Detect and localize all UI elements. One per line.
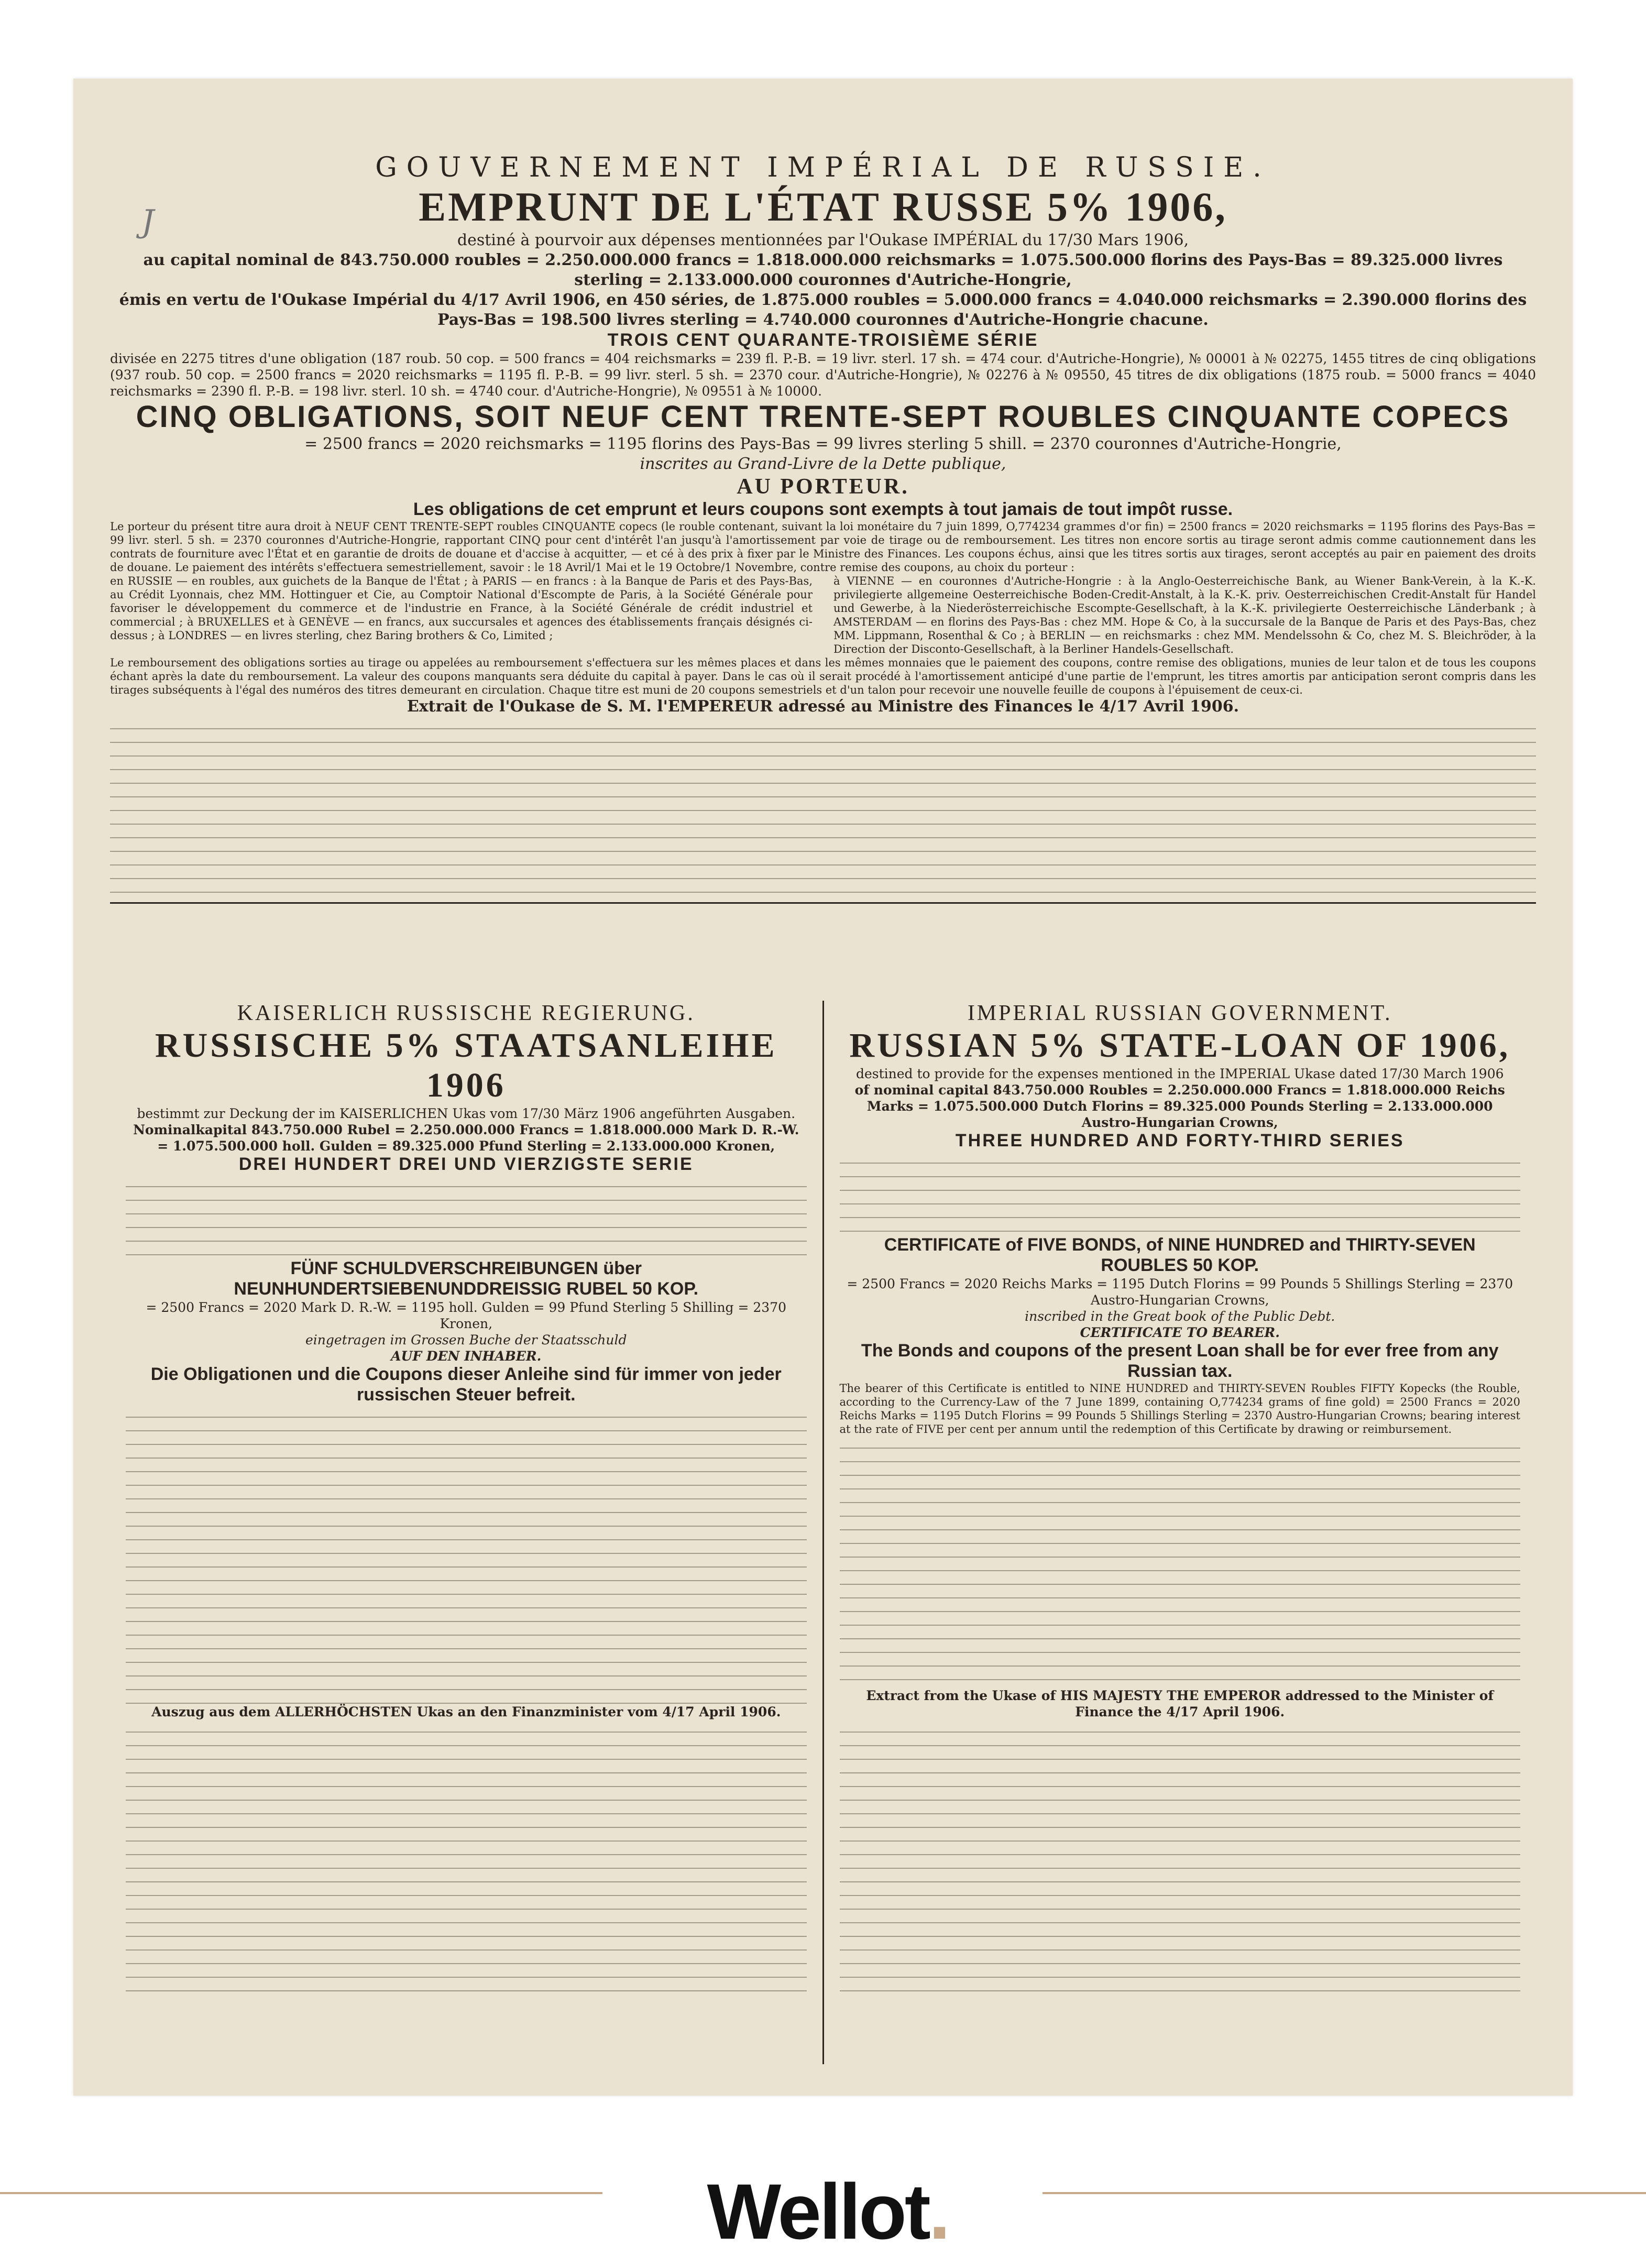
loan-title: EMPRUNT DE L'ÉTAT RUSSE 5% 1906, xyxy=(419,184,1227,229)
german-denomination: FÜNF SCHULDVERSCHREIBUNGEN über NEUNHUNDERTSIEBENUNDDREISSIG RUBEL 50 KOP. xyxy=(234,1258,699,1299)
extract-title: Extrait de l'Oukase de S. M. l'EMPEREUR adressé au Ministre des Finances le 4/17 Avril 1906. xyxy=(407,697,1239,716)
tax-exempt: Les obligations de cet emprunt et leurs coupons sont exempts à tout jamais de tout impôt russe. xyxy=(413,499,1233,519)
denomination-title: CINQ OBLIGATIONS, SOIT NEUF CENT TRENTE-SEPT ROUBLES CINQUANTE COPECS xyxy=(136,400,1510,434)
denomination-sub: = 2500 francs = 2020 reichsmarks = 1195 florins des Pays-Bas = 99 livres sterling 5 shill. = 2370 couronnes d'Autriche-Hongrie, xyxy=(304,435,1342,453)
footer-rule-left xyxy=(0,2192,602,2194)
german-extract-title: Auszug aus dem ALLERHÖCHSTEN Ukas an den Finanzminister vom 4/17 April 1906. xyxy=(151,1704,781,1719)
issue-line: émis en vertu de l'Oukase Impérial du 4/17 Avril 1906, en 450 séries, de 1.875.000 roubles = 5.000.000 francs = 4.040.000 reichsmarks = 2.390.000 florins des Pays-Bas = 198.500 livres sterling = 4.740.000 couronnes d'Autriche-Hongrie chacune. xyxy=(119,291,1527,329)
divider xyxy=(110,902,1536,904)
english-certificate-sub: = 2500 Francs = 2020 Reichs Marks = 1195 Dutch Florins = 99 Pounds 5 Shillings Sterling = 2370 Austro-Hungarian Crowns, xyxy=(847,1276,1513,1308)
english-body: The bearer of this Certificate is entitled to NINE HUNDRED and THIRTY-SEVEN Roubles FIFTY Kopecks (the Rouble, according to the Currency-Law of the 7 June 1899, containing O,774234 grams of fine gold) = 2500 Francs = 2020 Reichs Marks = 1195 Dutch Florins = 99 Pounds 5 Shillings Sterling = 2370 Austro-Hungarian Crowns; bearing interest at the rate of FIVE per cent per annum until the redemption of this Certificate by drawing or reimbursement. xyxy=(839,1382,1520,1436)
english-nominal: of nominal capital 843.750.000 Roubles = 2.250.000.000 Francs = 1.818.000.000 Reichs Marks = 1.075.500.000 Dutch Florins = 89.325.000 Pounds Sterling = 2.133.000.000 Austro-Hungarian Crowns, xyxy=(854,1082,1505,1130)
english-body-text xyxy=(840,1441,1521,1688)
german-gov: KAISERLICH RUSSISCHE REGIERUNG. xyxy=(237,1001,695,1025)
german-tax-free: Die Obligationen und die Coupons dieser Anleihe sind für immer von jeder russischen Steuer befreit. xyxy=(150,1364,782,1405)
division-text: divisée en 2275 titres d'une obligation (187 roub. 50 cop. = 500 francs = 404 reichsmarks = 239 fl. P.-B. = 19 livr. sterl. 17 sh. = 474 cour. d'Autriche-Hongrie), № 00001 à № 02275, 1455 titres de cinq obligations (937 roub. 50 cop. = 2500 francs = 2020 reichsmarks = 1195 fl. P.-B. = 99 livr. sterl. 5 sh. = 2370 cour. d'Autriche-Hongrie), № 02276 à № 09550, 45 titres de dix obligations (1875 roub. = 5000 francs = 4040 reichsmarks = 2390 fl. P.-B. = 198 livr. sterl. 10 sh. = 4740 cour. d'Autriche-Hongrie), № 09551 à № 10000. xyxy=(110,351,1536,399)
inscription: inscrites au Grand-Livre de la Dette publique, xyxy=(640,455,1006,473)
german-series: DREI HUNDERT DREI UND VIERZIGSTE SERIE xyxy=(238,1154,694,1174)
english-tax-free: The Bonds and coupons of the present Loan shall be for ever free from any Russian tax. xyxy=(861,1341,1499,1381)
footer-rule-right xyxy=(1043,2192,1646,2194)
english-inscription: inscribed in the Great book of the Public Debt. xyxy=(1025,1309,1335,1324)
payment-places-left: en RUSSIE — en roubles, aux guichets de la Banque de l'État ; à PARIS — en francs : à la Banque de Paris et des Pays-Bas, au Crédit Lyonnais, chez MM. Hottinguer et Cie, au Comptoir National d'Escompte de Paris, à la Société Générale pour favoriser le développement du commerce et de l'industrie en France, à la Société Générale de crédit industriel et commercial ; à BRUXELLES et à GENÈVE — en francs, aux succursales et agences des établissements français désignés ci-dessus ; à LONDRES — en livres sterling, chez Baring brothers & Co, Limited ; xyxy=(110,575,813,642)
english-certificate: CERTIFICATE of FIVE BONDS, of NINE HUNDRED and THIRTY-SEVEN ROUBLES 50 KOP. xyxy=(884,1235,1476,1275)
series-title: TROIS CENT QUARANTE-TROISIÈME SÉRIE xyxy=(607,330,1039,350)
government-title: GOUVERNEMENT IMPÉRIAL DE RUSSIE. xyxy=(375,152,1271,183)
english-series: THREE HUNDRED AND FORTY-THIRD SERIES xyxy=(955,1131,1404,1151)
brand-logo: Wellot. xyxy=(707,2167,949,2255)
destined-line: destiné à pourvoir aux dépenses mentionnées par l'Oukase IMPÉRIAL du 17/30 Mars 1906, xyxy=(457,231,1189,249)
english-division-text xyxy=(840,1156,1521,1235)
main-body: Le porteur du présent titre aura droit à NEUF CENT TRENTE-SEPT roubles CINQUANTE copecs (le rouble contenant, suivant la loi monétaire du 7 juin 1899, O,774234 grammes d'or fin) = 2500 francs = 2020 reichsmarks = 1195 florins des Pays-Bas = 99 livr. sterl. 5 sh. = 2370 couronnes d'Autriche-Hongrie, rapportant CINQ pour cent d'intérêt l'an jusqu'à l'amortissement par voie de tirage ou de remboursement. Les titres non encore sortis au tirage seront admis comme cautionnement dans les contrats de fourniture avec l'État et en garantie de droits de douane et d'accise à acquitter, — et cé à des prix à fixer par le Ministre des Finances. Les coupons échus, ainsi que les titres sortis aux tirages, seront acceptés au pair en paiement des droits de douane. Le paiement des intérêts s'effectuera semestriellement, savoir : le 18 Avril/1 Mai et le 19 Octobre/1 Novembre, contre remise des coupons, au choix du porteur : xyxy=(110,520,1536,574)
german-inscription: eingetragen im Grossen Buche der Staatsschuld xyxy=(305,1332,627,1347)
extract-text-block xyxy=(110,722,1536,895)
english-bearer: CERTIFICATE TO BEARER. xyxy=(1080,1325,1280,1340)
german-denomination-sub: = 2500 Francs = 2020 Mark D. R.-W. = 1195 holl. Gulden = 99 Pfund Sterling 5 Shilling = 2370 Kronen, xyxy=(146,1300,787,1331)
bearer-title: AU PORTEUR. xyxy=(737,475,909,499)
bond-certificate xyxy=(73,79,1573,2096)
german-column xyxy=(110,1001,824,2064)
redemption-body: Le remboursement des obligations sorties au tirage ou appelées au remboursement s'effectuera sur les mêmes places et dans les mêmes monnaies que le paiement des coupons, contre remise des obligations, munies de leur talon et de tous les coupons échant après la date du remboursement. La valeur des coupons manquants sera déduite du capital à payer. Dans le cas où il serait procédé à l'amortissement anticipé d'une partie de l'emprunt, les titres amortis par anticipation seront compris dans les tirages subséquents à l'égal des numéros des titres demeurant en circulation. Chaque titre est muni de 20 coupons semestriels et d'un talon pour recevoir une nouvelle feuille de coupons à l'épuisement de ceux-ci. xyxy=(110,656,1536,696)
german-nominal: Nominalkapital 843.750.000 Rubel = 2.250.000.000 Francs = 1.818.000.000 Mark D. R.-W. = 1.075.500.000 holl. Gulden = 89.325.000 Pfund Sterling = 2.133.000.000 Kronen, xyxy=(133,1122,799,1154)
german-title: RUSSISCHE 5% STAATSANLEIHE 1906 xyxy=(155,1026,777,1104)
payment-places-right: à VIENNE — en couronnes d'Autriche-Hongrie : à la Anglo-Oesterreichische Bank, au Wiener Bank-Verein, à la K.-K. privilegierte allgemeine Oesterreichische Boden-Credit-Anstalt, à la K.-K. priv. Oesterreichischen Credit-Anstalt für Handel und Gewerbe, à la Niederösterreichische Escompte-Gesellschaft, à la K.-K. privilegierte Oesterreichische Länderbank ; à AMSTERDAM — en florins des Pays-Bas : chez MM. Hope & Co, à la succursale de la Banque de Paris et des Pays-Bas, chez MM. Lippmann, Rosenthal & Co ; à BERLIN — en reichsmarks : chez MM. Mendelssohn & Co, chez M. S. Bleichröder, à la Direction der Disconto-Gesellschaft, à la Berliner Handels-Gesellschaft. xyxy=(833,575,1536,655)
english-title: RUSSIAN 5% STATE-LOAN OF 1906, xyxy=(849,1026,1511,1065)
german-destined: bestimmt zur Deckung der im KAISERLICHEN Ukas vom 17/30 März 1906 angeführten Ausgaben. xyxy=(137,1106,796,1121)
english-gov: IMPERIAL RUSSIAN GOVERNMENT. xyxy=(967,1001,1392,1025)
german-extract-text xyxy=(126,1725,807,1998)
german-division-text xyxy=(126,1180,807,1258)
german-bearer: AUF DEN INHABER. xyxy=(391,1349,542,1364)
english-extract-title: Extract from the Ukase of HIS MAJESTY THE EMPEROR addressed to the Minister of Finance the 4/17 April 1906. xyxy=(866,1688,1494,1719)
english-column xyxy=(824,1001,1537,2064)
english-destined: destined to provide for the expenses mentioned in the IMPERIAL Ukase dated 17/30 March 1906 xyxy=(855,1066,1504,1081)
capital-line: au capital nominal de 843.750.000 roubles = 2.250.000.000 francs = 1.818.000.000 reichsmarks = 1.075.500.000 florins des Pays-Bas = 89.325.000 livres sterling = 2.133.000.000 couronnes d'Autriche-Hongrie, xyxy=(143,251,1503,289)
german-body-text xyxy=(126,1410,807,1704)
english-extract-text xyxy=(840,1725,1521,1998)
handwritten-mark: J xyxy=(141,203,155,240)
